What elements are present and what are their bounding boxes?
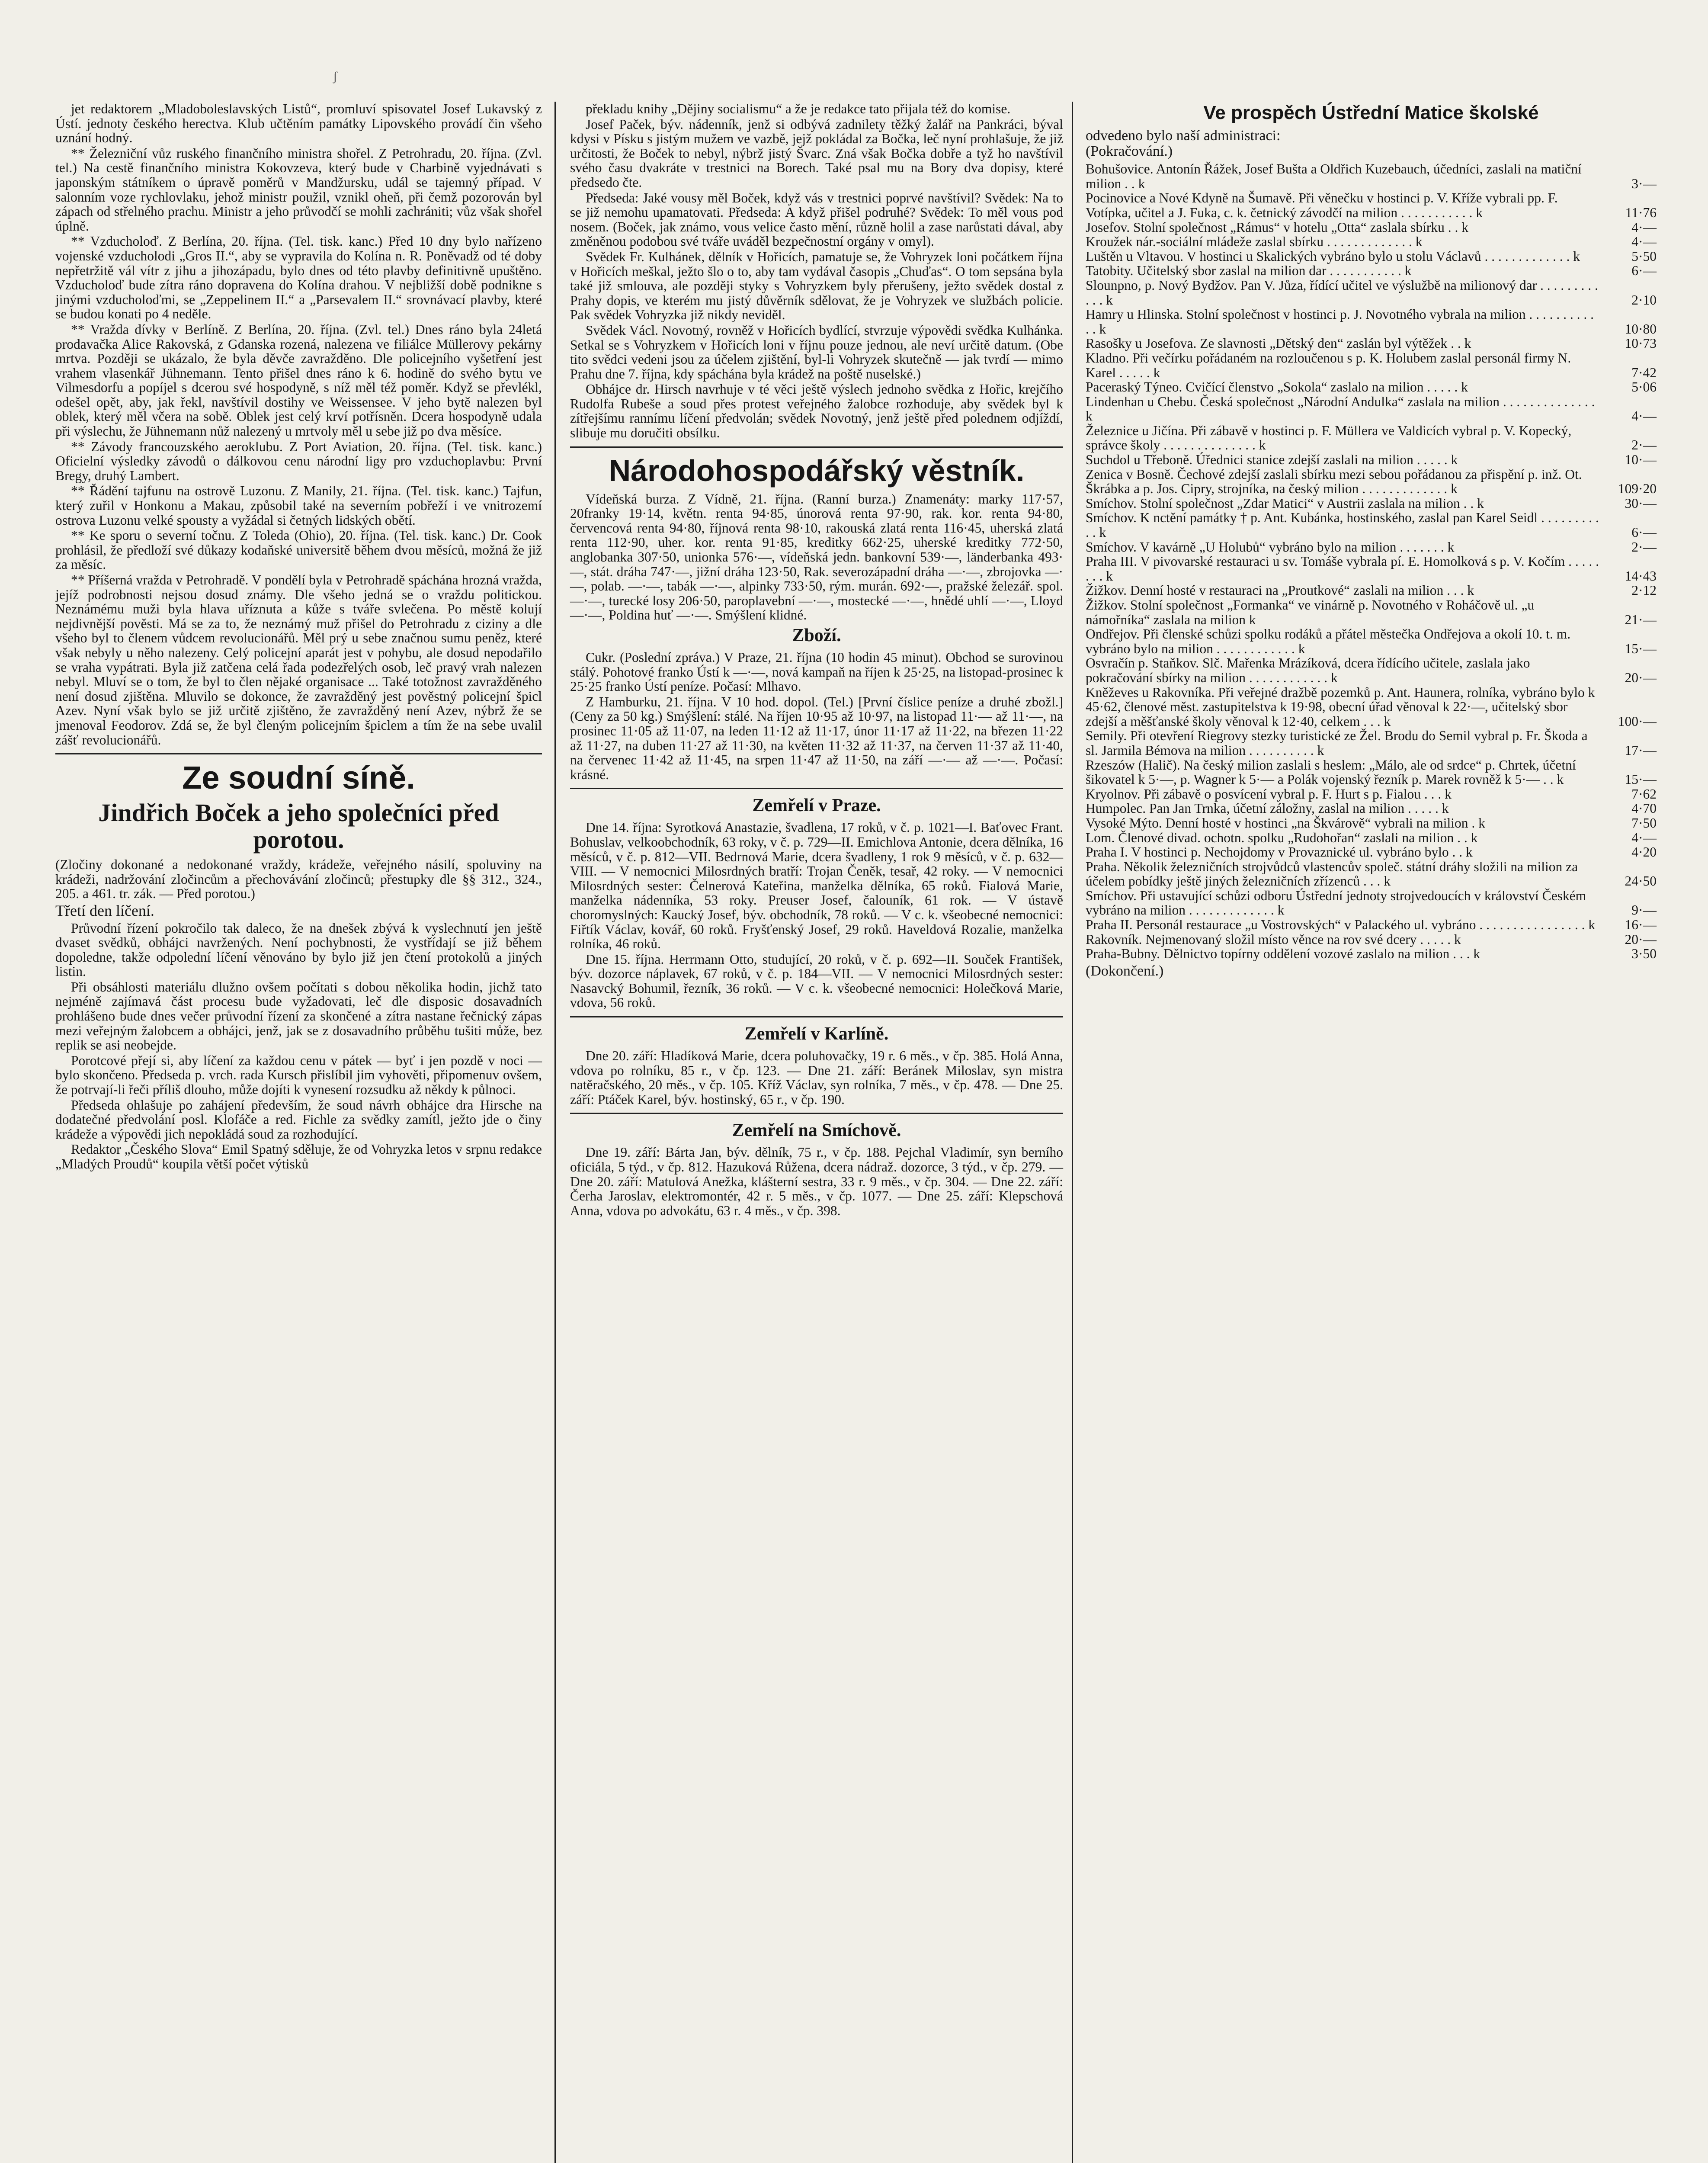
donation-entry xyxy=(1086,656,1657,685)
economic-paragraph: Vídeňská burza. Z Vídně, 21. října. (Ranní burza.) Znamenáty: marky 117·57, 20franky 19·14, květn. renta 94·85, únorová renta 97·90, rak. kor. renta 94·80, červencová renta 94·80, říjnová renta 98·10, rakouská zlatá renta 116·45, uherská zlatá renta 112·90, uher. kor. renta 91·85, kreditky 662·25, uherské kreditky 772·50, anglobanka 307·50, unionka 576·—, vídeňská jedn. bankovní 539·—, länderbanka 493·—, stát. dráha 747·—, jižní dráha 123·50, Rak. severozápadní dráha —·—, zbrojovka —·—, polab. —·—, tabák —·—, alpinky 733·50, rým. murán. 692·—, pražské železář. spol. —·—, turecké losy 206·50, paroplavební —·—, mostecké —·—, hnědé uhlí —·—, Lloyd —·—, Poldina huť —·—. Smýšlení klidné. xyxy=(570,491,1063,623)
goods-paragraph: Cukr. (Poslední zpráva.) V Praze, 21. října (10 hodin 45 minut). Obchod se surovinou stálý. Pohotové franko Ústí k —·—, nová kampaň na říjen k 25·25, na listopad-prosinec k 25·25 franko Ústí peníze. Počasí: Mlhavo. xyxy=(570,650,1063,694)
donation-text: Vysoké Mýto. Denní hosté v hostinci „na Škvárově“ vybrali na milion . k xyxy=(1086,815,1485,831)
donation-text: Kryolnov. Při zábavě o posvícení vybral p. F. Hurt s p. Fialou . . . k xyxy=(1086,786,1452,802)
donation-entry xyxy=(1086,831,1657,845)
donation-amount: 4·— xyxy=(1631,830,1657,845)
donation-text: Slounpno, p. Nový Bydžov. Pan V. Jůza, řídící učitel ve výslužbě na milionový dar . . . . . . . . . . . . k xyxy=(1086,277,1598,308)
donation-entry xyxy=(1086,162,1657,191)
donation-entry xyxy=(1086,889,1657,918)
court-lead: (Zločiny dokonané a nedokonané vraždy, krádeže, veřejného násilí, spoluviny na krádeži, nadržování zločincům a přechovávání zločinců; přestupky dle §§ 312., 324., 205. a 461. tr. zák. — Před porotou.) xyxy=(55,857,542,902)
donation-entry xyxy=(1086,351,1657,380)
news-items xyxy=(55,102,542,747)
donation-entry xyxy=(1086,380,1657,395)
deaths-karlin-body xyxy=(570,1049,1063,1107)
court-paragraph: Svědek Fr. Kulhánek, dělník v Hořicích, pamatuje se, že Vohryzek loni počátkem října v Hořicích meškal, ježto šlo o to, aby tam vydával časopis „Chuďas“. O tom sepsána byla také již smlouva, ale později styky s Vohryzkem byly přerušeny, ježto svědek dostal z Prahy dopis, ve kterém mu jistý důvěrník sdělovat, že je Vohryzek ve službách policie. Pak svědek Vohryzka již nikdy neviděl. xyxy=(570,249,1063,323)
donation-entry xyxy=(1086,685,1657,729)
column-left xyxy=(55,102,542,1172)
donation-entry xyxy=(1086,263,1657,278)
donation-entry xyxy=(1086,452,1657,467)
deaths-smichov-header: Zemřelí na Smíchově. xyxy=(732,1120,901,1141)
court-paragraph: Předseda: Jaké vousy měl Boček, když vás v trestnici poprvé navštívil? Svědek: Na to se již nemohu upamatovati. Předseda: A když přišel podruhé? Svědek: To měl vous pod nosem. (Boček, jak známo, vous velice často mění, různě holil a zase narůstati dával, aby změněnou podobou své tváře uváděl bezpečnostní orgány v omyl). xyxy=(570,190,1063,249)
column-rule-1 xyxy=(554,102,556,2163)
donation-amount: 10·80 xyxy=(1625,321,1657,337)
donation-text: Hamry u Hlinska. Stolní společnost v hostinci p. J. Novotného vybrala na milion . . . . . . . . . . . . k xyxy=(1086,307,1594,337)
donations-end-note: (Dokončení.) xyxy=(1086,963,1164,979)
donations-continued-note: (Pokračování.) xyxy=(1086,143,1173,159)
donation-entry xyxy=(1086,395,1657,424)
news-paragraph: ** Ke sporu o severní točnu. Z Toleda (Ohio), 20. října. (Tel. tisk. kanc.) Dr. Cook prohlásil, že předloží své důkazy kodaňské universitě během dvou měsíců, možná že již za měsíc. xyxy=(55,528,542,572)
news-paragraph: ** Vražda dívky v Berlíně. Z Berlína, 20. října. (Zvl. tel.) Dnes ráno byla 24letá prodavačka Alice Rakovská, z Gdanska rozená, nalezena ve filiálce Müllerovy pekárny mrtva. Později se ukázalo, že byla děvče zavražděno. Dle policejního vyšetření jest vrahem vlasenkář Jühnemann. Tento přišel dnes ráno k 6. hodině do svého bytu ve Vilmesdorfu a popíjel s dcerou své hospodyně, s níž měl též poměr. Když se převlékl, odešel opět, aby, jak řekl, navštívil dostihy ve Weissensee. V jeho bytě nalezen byl oblek, který měl včera na sobě. Oblek jest celý krví potřísněn. Dcera hospodyně udala při výslechu, že Jühnemann nůž nalezený u mrtvoly měl u sebe již po dva měsíce. xyxy=(55,321,542,439)
donation-amount: 20·— xyxy=(1625,931,1657,947)
deaths-paragraph: Dne 20. září: Hladíková Marie, dcera poluhovačky, 19 r. 6 měs., v čp. 385. Holá Anna, vdova po rolníku, 85 r., v čp. 123. — Dne 21. září: Beránek Miloslav, syn mistra natěračského, 20 měs., v čp. 105. Kříž Václav, syn rolníka, 7 měs., v čp. 478. — Dne 25. září: Ptáček Karel, býv. hostinský, 65 r., v čp. 190. xyxy=(570,1048,1063,1107)
court-article-continued xyxy=(570,102,1063,440)
donation-text: Lindenhan u Chebu. Česká společnost „Národní Andulka“ zaslala na milion . . . . . . . . . . . . . . k xyxy=(1086,394,1595,424)
donation-amount: 4·— xyxy=(1631,234,1657,250)
donation-entry xyxy=(1086,932,1657,947)
column-right xyxy=(1086,102,1657,979)
section-divider xyxy=(570,446,1063,448)
donation-amount: 6·— xyxy=(1631,525,1657,540)
donation-text: Zenica v Bosně. Čechové zdejší zaslali sbírku mezi sebou pořádanou za přispění p. inž. Ot. Škrábka a p. Jos. Cipry, strojníka, na český milion . . . . . . . . . . . . . k xyxy=(1086,466,1582,497)
court-paragraph: Při obsáhlosti materiálu dlužno ovšem počítati s dobou několika hodin, jichž tato nejméně zajímavá část procesu bude vyžadovati, leč dle disposic dosavadních prohlášeno bude dnes večer průvodní řízení za skončené a zítra nastane řečnický zápas mezi veřejným žalobcem a obhájci, jenž, jak se z dosavadního průběhu tušiti může, bez replik se asi neobejde. xyxy=(55,979,542,1053)
donation-text: Smíchov. Stolní společnost „Zdar Matici“ v Austrii zaslala na milion . . k xyxy=(1086,495,1484,511)
donation-text: Rakovník. Nejmenovaný složil místo věnce na rov své dcery . . . . . k xyxy=(1086,931,1461,947)
deaths-paragraph: Dne 15. října. Herrmann Otto, studující, 20 roků, v č. p. 692—II. Souček František, býv. dozorce náplavek, 67 roků, v č. p. 184—VII. — V nemocnici Milosrdných sester: Nasavcký Bohumil, řezník, 36 roků. — V c. k. všeobecné nemocnici: Holečková Marie, vdova, 56 roků. xyxy=(570,951,1063,1011)
section-divider xyxy=(570,788,1063,789)
donation-text: Praha III. V pivovarské restauraci u sv. Tomáše vybrala pí. E. Homolková s p. V. Kočím . . . . . . . . k xyxy=(1086,554,1599,584)
deaths-paragraph: Dne 14. října: Syrotková Anastazie, švadlena, 17 roků, v č. p. 1021—I. Baťovec Frant. Bohuslav, velkoobchodník, 63 roky, v č. p. 729—II. Emichlova Antonie, dcera dělníka, 16 měsíců, v č. p. 812—VII. Bedrnová Marie, dcera švadleny, 1 rok 9 měsíců, v č. p. 632—VIII. — V nemocnici Milosrdných bratří: Trojan Čeněk, tesař, 42 roky. — V nemocnici Milosrdných sester: Čelnerová Kateřina, manželka dělníka, 65 roků. Fialová Marie, manželka nádenníka, 53 roky. Preuser Josef, čalouník, 61 rok. — V ústavě choromyslných: Kaucký Josef, býv. obchodník, 78 roků. — V c. k. všeobecné nemocnici: Fiřtík Václav, kovář, 60 roků. Fryšťenský Josef, 29 roků. Haveldová Rozalie, manželka rolníka, 46 roků. xyxy=(570,820,1063,952)
court-paragraph: Josef Paček, býv. nádenník, jenž si odbývá zadnilety těžký žalář na Pankráci, býval kdysi v Písku s jistým mužem ve vazbě, jejž pokládal za Bočka, leč nyní prohlašuje, že již určitosti, že Boček to nebyl, nýbrž jistý Švarc. Zná však Bočka dobře a tyž ho navštívil svého času dvakráte v trestnici na Borech. Také psal mu na Bory dva dopisy, které předsedo čte. xyxy=(570,116,1063,190)
donation-entry xyxy=(1086,540,1657,555)
donation-amount: 100·— xyxy=(1618,713,1657,729)
donation-amount: 5·50 xyxy=(1631,248,1657,264)
donation-text: Kladno. Při večírku pořádaném na rozloučenou s p. K. Holubem zaslal personál firmy N. Karel . . . . . k xyxy=(1086,350,1571,380)
donation-entry xyxy=(1086,510,1657,539)
donation-amount: 11·76 xyxy=(1625,205,1657,220)
deaths-prague-body xyxy=(570,820,1063,1010)
donation-amount: 4·— xyxy=(1631,408,1657,424)
donation-entry xyxy=(1086,336,1657,351)
donation-text: Smíchov. V kavárně „U Holubů“ vybráno bylo na milion . . . . . . . k xyxy=(1086,539,1455,555)
donation-text: Josefov. Stolní společnost „Rámus“ v hotelu „Otta“ zaslala sbírku . . k xyxy=(1086,219,1469,235)
donation-amount: 15·— xyxy=(1625,641,1657,656)
economic-section-header: Národohospodářský věstník. xyxy=(609,453,1025,488)
donation-text: Tatobity. Učitelský sbor zaslal na milion dar . . . . . . . . . . . k xyxy=(1086,263,1412,279)
donation-text: Smíchov. Při ustavující schůzi odboru Ústřední jednoty strojvedoucích v království Českém vybráno na milion . . . . . . . . . . . . . k xyxy=(1086,888,1586,918)
donations-header: Ve prospěch Ústřední Matice školské xyxy=(1203,102,1539,123)
donation-text: Ondřejov. Při členské schůzi spolku rodáků a přátel městečka Ondřejova a okolí 10. t. m. vybráno bylo na milion . . . . . . . . . . . . k xyxy=(1086,626,1571,656)
donation-entry xyxy=(1086,801,1657,816)
donation-amount: 3·— xyxy=(1631,176,1657,191)
donation-entry xyxy=(1086,496,1657,511)
deaths-smichov-body xyxy=(570,1145,1063,1218)
donation-text: Praha I. V hostinci p. Nechojdomy v Provaznické ul. vybráno bylo . . k xyxy=(1086,844,1473,860)
column-middle xyxy=(570,102,1063,1219)
court-paragraph: Porotcové přejí si, aby líčení za každou cenu v pátek — byť i jen pozdě v noci — bylo skončeno. Předseda p. vrch. rada Kursch přislíbil jim vyhověti, připomenuv ovšem, že potrvají-li řeči příliš dlouho, může dojíti k vynesení rozsudku až někdy k půlnoci. xyxy=(55,1053,542,1098)
donation-amount: 7·50 xyxy=(1631,815,1657,831)
donation-entry xyxy=(1086,234,1657,249)
goods-article-body xyxy=(570,650,1063,782)
donation-text: Smíchov. K nctění památky † p. Ant. Kubánka, hostinského, zaslal pan Karel Seidl . . . . . . . . . . . k xyxy=(1086,510,1599,540)
donation-entry xyxy=(1086,845,1657,860)
donation-amount: 4·70 xyxy=(1631,801,1657,816)
donation-text: Osvračín p. Staňkov. Slč. Mařenka Mrázíková, dcera řídícího učitele, zaslala jako pokračování sbírky na milion . . . . . . . . . . . . k xyxy=(1086,655,1530,685)
donation-text: Rasošky u Josefova. Ze slavnosti „Dětský den“ zaslán byl výtěžek . . k xyxy=(1086,336,1471,351)
section-divider xyxy=(55,753,542,754)
news-paragraph: ** Řádění tajfunu na ostrově Luzonu. Z Manily, 21. října. (Tel. tisk. kanc.) Tajfun, který zuřil v Honkonu a Makau, způsobil také na severním pobřeží i ve vnitrozemí ostrova Luzonu velké spousty a vyžádal si četných lidských obětí. xyxy=(55,483,542,528)
donation-entry xyxy=(1086,627,1657,656)
donation-amount: 5·06 xyxy=(1631,379,1657,395)
donation-text: Železnice u Jičína. Při zábavě v hostinci p. F. Müllera ve Valdicích vybral p. V. Kopecký, správce školy . . . . . . . . . . . . . . k xyxy=(1086,423,1572,453)
goods-header: Zboží. xyxy=(792,626,841,645)
donation-amount: 15·— xyxy=(1625,772,1657,787)
donation-amount: 24·50 xyxy=(1625,873,1657,889)
donation-entry xyxy=(1086,220,1657,235)
donation-amount: 30·— xyxy=(1625,495,1657,511)
donation-text: Paceraský Týneo. Cvičící členstvo „Sokola“ zaslalo na milion . . . . . k xyxy=(1086,379,1468,395)
donations-lead: odvedeno bylo naší administraci: xyxy=(1086,128,1281,144)
donation-entry xyxy=(1086,860,1657,889)
court-paragraph: překladu knihy „Dějiny socialismu“ a že je redakce tato přijala též do komise. xyxy=(586,101,1011,116)
court-section-header: Ze soudní síně. xyxy=(182,760,415,796)
donation-amount: 7·62 xyxy=(1631,786,1657,802)
donation-entry xyxy=(1086,554,1657,583)
donation-amount: 17·— xyxy=(1625,742,1657,758)
donation-text: Lom. Členové divad. ochotn. spolku „Rudohořan“ zaslali na milion . . k xyxy=(1086,830,1478,845)
donations-list xyxy=(1086,162,1657,961)
court-paragraph: Svědek Václ. Novotný, rovněž v Hořicích bydlící, stvrzuje výpovědi svědka Kulhánka. Setkal se s Vohryzkem v Hořicích loni v říjnu pouze jednou, ale neví určitě datum. (Obe tito svědci vedeni jsou za účelem zjištění, byl-li Vohryzek skutečně — jak tvrdí — mimo Prahu dne 7. října, kdy spáchána byla krádež na poště nuselské.) xyxy=(570,322,1063,382)
donation-entry xyxy=(1086,307,1657,336)
court-paragraph: Předseda ohlašuje po zahájení především, že soud návrh obhájce dra Hirsche na dodatečné předvolání posl. Klofáče a red. Fichle za svědky zamítl, ježto jde o činy krádeže a výpovědi jich nepokládá soud za rozhodující. xyxy=(55,1097,542,1142)
section-divider xyxy=(570,1016,1063,1017)
donation-amount: 9·— xyxy=(1631,902,1657,918)
donation-text: Praha. Několik železničních strojvůdců vlastencův společ. státní dráhy složili na milion za účelem pobídky ještě jiných železničních zřízenců . . . k xyxy=(1086,859,1578,889)
donation-entry xyxy=(1086,191,1657,220)
donation-entry xyxy=(1086,424,1657,452)
donation-amount: 2·— xyxy=(1631,437,1657,453)
donation-amount: 20·— xyxy=(1625,670,1657,685)
donation-text: Pocinovice a Nové Kdyně na Šumavě. Při věnečku v hostinci p. V. Kříže vybrali pp. F. Votípka, učitel a J. Fuka, c. k. četnický závodčí na milion . . . . . . . . . . . k xyxy=(1086,190,1558,220)
donation-text: Praha-Bubny. Dělnictvo topírny oddělení vozové zaslalo na milion . . . k xyxy=(1086,946,1480,962)
donation-amount: 6·— xyxy=(1631,263,1657,279)
donation-amount: 2·— xyxy=(1631,539,1657,555)
deaths-prague-header: Zemřelí v Praze. xyxy=(752,796,881,816)
court-article-body xyxy=(55,921,542,1171)
court-paragraph: Redaktor „Českého Slova“ Emil Spatný sděluje, že od Vohryzka letos v srpnu redakce „Mladých Proudů“ koupila větší počet výtisků xyxy=(55,1142,542,1171)
section-divider xyxy=(570,1113,1063,1114)
donation-amount: 4·— xyxy=(1631,219,1657,235)
donation-entry xyxy=(1086,728,1657,757)
donation-text: Suchdol u Třeboně. Úřednici stanice zdejší zaslali na milion . . . . . k xyxy=(1086,452,1458,468)
donation-text: Žižkov. Stolní společnost „Formanka“ ve vinárně p. Novotného v Roháčově ul. „u námořníka“ zaslala na milion k xyxy=(1086,597,1535,627)
donation-text: Luštěn u Vltavou. V hostinci u Skalických vybráno bylo u stolu Václavů . . . . . . . . . . . . . k xyxy=(1086,248,1580,264)
donation-text: Kněževes u Rakovníka. Při veřejné dražbě pozemků p. Ant. Haunera, rolníka, vybráno bylo k 45·62, členové měst. zastupitelstva k 19·98, obecní úřad věnoval k 22·—, učitelský sbor zdejší a měšťanské školy věnoval k 12·40, celkem . . . k xyxy=(1086,684,1595,729)
court-paragraph: Průvodní řízení pokročilo tak daleco, že na dnešek zbývá k vyslechnutí jen ještě dvaset svědků, obhájci navržených. Není pochybnosti, že vystřídají se již během dopoledne, takže odpolední líčení věnováno by bylo již jen čtení protokolů a jiných listin. xyxy=(55,920,542,979)
donation-entry xyxy=(1086,758,1657,787)
donation-entry xyxy=(1086,467,1657,496)
donation-entry xyxy=(1086,598,1657,627)
donation-text: Humpolec. Pan Jan Trnka, účetní záložny, zaslal na milion . . . . . k xyxy=(1086,801,1449,816)
donation-amount: 10·73 xyxy=(1625,336,1657,351)
donation-entry xyxy=(1086,278,1657,307)
news-paragraph: ** Závody francouzského aeroklubu. Z Port Aviation, 20. října. (Tel. tisk. kanc.) Oficielní výsledky závodů o dálkovou cenu národní ligy pro vzduchoplavbu: První Bregy, druhý Lambert. xyxy=(55,439,542,483)
donation-text: Žižkov. Denní hosté v restauraci na „Proutkové“ zaslali na milion . . . k xyxy=(1086,583,1474,598)
donation-text: Praha II. Personál restaurace „u Vostrovských“ v Palackého ul. vybráno . . . . . . . . . . . . . . . . k xyxy=(1086,917,1596,933)
donation-entry xyxy=(1086,249,1657,264)
donation-amount: 16·— xyxy=(1625,917,1657,933)
court-day: Třetí den líčení. xyxy=(55,902,154,919)
donation-entry xyxy=(1086,787,1657,802)
deaths-paragraph: Dne 19. září: Bárta Jan, býv. dělník, 75 r., v čp. 188. Pejchal Vladimír, syn berního oficiála, 5 týd., v čp. 812. Hazuková Růžena, dcera nádraž. dozorce, 3 týd., v čp. 279. — Dne 20. září: Matulová Anežka, klášterní sestra, 33 r. 9 měs., v čp. 304. — Dne 22. září: Čerha Jaroslav, elektromontér, 42 r. 5 měs., v čp. 1077. — Dne 25. září: Klepschová Anna, vdova po advokátu, 63 r. 4 měs., v čp. 398. xyxy=(570,1145,1063,1218)
donation-amount: 109·20 xyxy=(1618,481,1657,497)
deaths-karlin-header: Zemřelí v Karlíně. xyxy=(744,1024,889,1044)
donation-text: Rzeszów (Halič). Na český milion zaslali s heslem: „Málo, ale od srdce“ p. Chrtek, účetní šikovatel k 5·—, p. Wagner k 5·— a Polák vojenský řezník p. Marek rovněž k 5·— . . k xyxy=(1086,757,1576,787)
donation-entry xyxy=(1086,947,1657,961)
news-paragraph: jet redaktorem „Mladoboleslavských Listů“, promluví spisovatel Josef Lukavský z Ústí. jednoty českého herectva. Klub učtěním památky Lipovského provádí čin všeho uznání hodný. xyxy=(55,101,542,146)
donation-text: Kroužek nár.-sociální mládeže zaslal sbírku . . . . . . . . . . . . . k xyxy=(1086,234,1423,250)
donation-amount: 2·12 xyxy=(1631,583,1657,598)
donation-amount: 21·— xyxy=(1625,612,1657,627)
donation-amount: 4·20 xyxy=(1631,844,1657,860)
donation-entry xyxy=(1086,918,1657,932)
margin-mark: ʃ xyxy=(333,69,337,83)
news-paragraph: ** Železniční vůz ruského finančního ministra shořel. Z Petrohradu, 20. října. (Zvl. tel.) Na cestě finančního ministra Kokovzeva, který bude v Charbině vyjednávati s japonským státníkem o úpravě poměrů v Mandžursku, udál se tajemný případ. V salonním voze rychlovlaku, jehož ministr použil, vznikl oheň, při čemž pozorován byl zápach od střelného prachu. Ministr a jeho průvodčí se mohli zachrániti; vůz však shořel úplně. xyxy=(55,145,542,234)
goods-paragraph: Z Hamburku, 21. října. V 10 hod. dopol. (Tel.) [První číslice peníze a druhé zbožl.] (Ceny za 50 kg.) Smýšlení: stálé. Na říjen 10·95 až 10·97, na listopad 11·— až 11·—, na prosinec 11·05 až 11·07, na leden 11·12 až 11·17, únor 11·17 až 11·22, na březen 11·22 až 11·27, na duben 11·27 až 11·30, na květen 11·32 až 11·37, na červen 11·37 až 11·40, na červenec 11·42 až 11·45, na srpen 11·47 až 11·50, na září —·— až —·—. Počasí: krásné. xyxy=(570,694,1063,782)
donation-entry xyxy=(1086,816,1657,831)
donation-amount: 14·43 xyxy=(1625,568,1657,584)
economic-article-body xyxy=(570,492,1063,623)
donation-amount: 7·42 xyxy=(1631,365,1657,380)
donation-text: Bohušovice. Antonín Řážek, Josef Bušta a Oldřich Kuzebauch, účedníci, zaslali na matiční milion . . k xyxy=(1086,161,1582,191)
donation-amount: 2·10 xyxy=(1631,292,1657,308)
donation-amount: 10·— xyxy=(1625,452,1657,468)
donation-amount: 3·50 xyxy=(1631,946,1657,962)
court-paragraph: Obhájce dr. Hirsch navrhuje v té věci ještě výslech jednoho svědka z Hořic, krejčího Rudolfa Rubeše a soud přes protest veřejného žalobce rozhoduje, aby svědek byl k zítřejšímu rannímu líčení předvolán; svědek Novotný, jenž ještě před polednem odjíždí, slibuje mu doručiti obsílku. xyxy=(570,382,1063,441)
column-rule-2 xyxy=(1072,102,1073,2163)
court-article-title: Jindřich Boček a jeho společníci před porotou. xyxy=(98,799,499,854)
donation-text: Semily. Při otevření Riegrovy stezky turistické ze Žel. Brodu do Semil vybral p. Fr. Škoda a sl. Jarmila Bémova na milion . . . . . . . . . . k xyxy=(1086,728,1588,758)
donation-entry xyxy=(1086,583,1657,598)
news-paragraph: ** Příšerná vražda v Petrohradě. V pondělí byla v Petrohradě spáchána hrozná vražda, jejíž podrobnosti nejsou dosud známy. Dle všeho jedná se o vraždu politickou. Neznámému muži byla hlava uříznuta a kůže s tváře svlečena. Po městě kolují nejdivnější pověsti. Má se za to, že neznámý muž přišel do Petrohradu z ciziny a dle všeho byl to členem vůdcem revolucionářů. Měl prý u sebe značnou sumu peněz, které však nebyly u něho nalezeny. Celý policejní aparát jest v pohybu, ale dosud nepodařilo se vraha vypátrati. Byla již zatčena celá řada podezřelých osob, leč pravý vrah nalezen nebyl. Mluví se o tom, že byl to člen nějaké organisace ... Také totožnost zavražděného není dosud zjištěna. Mluvilo se dokonce, že zavražděný jest pověstný policejní špicl Azev. Nyní však bylo se již určitě zjištěno, že zavražděný není Azev, nýbrž že se jmenoval Feodorov. Zdá se, že byl členým policejním špiclem a tím že na sebe uvalil zášť revolucionářů. xyxy=(55,572,542,748)
news-paragraph: ** Vzducholoď. Z Berlína, 20. října. (Tel. tisk. kanc.) Před 10 dny bylo nařízeno vojenské vzducholodi „Gros II.“, aby se vypravila do Kolína n. R. Poněvadž od té doby nepřetržitě vál vítr z jihu a jihozápadu, bylo dnes od této plavby definitivně upuštěno. Vzducholoď bude zítra ráno dopravena do Kolína drahou. V nejbližší době podnikne s jinými vzducholoďmi, se „Zeppelinem II.“ a „Parsevalem II.“ srovnávací plavby, které se budou konati po 4 neděle. xyxy=(55,234,542,322)
